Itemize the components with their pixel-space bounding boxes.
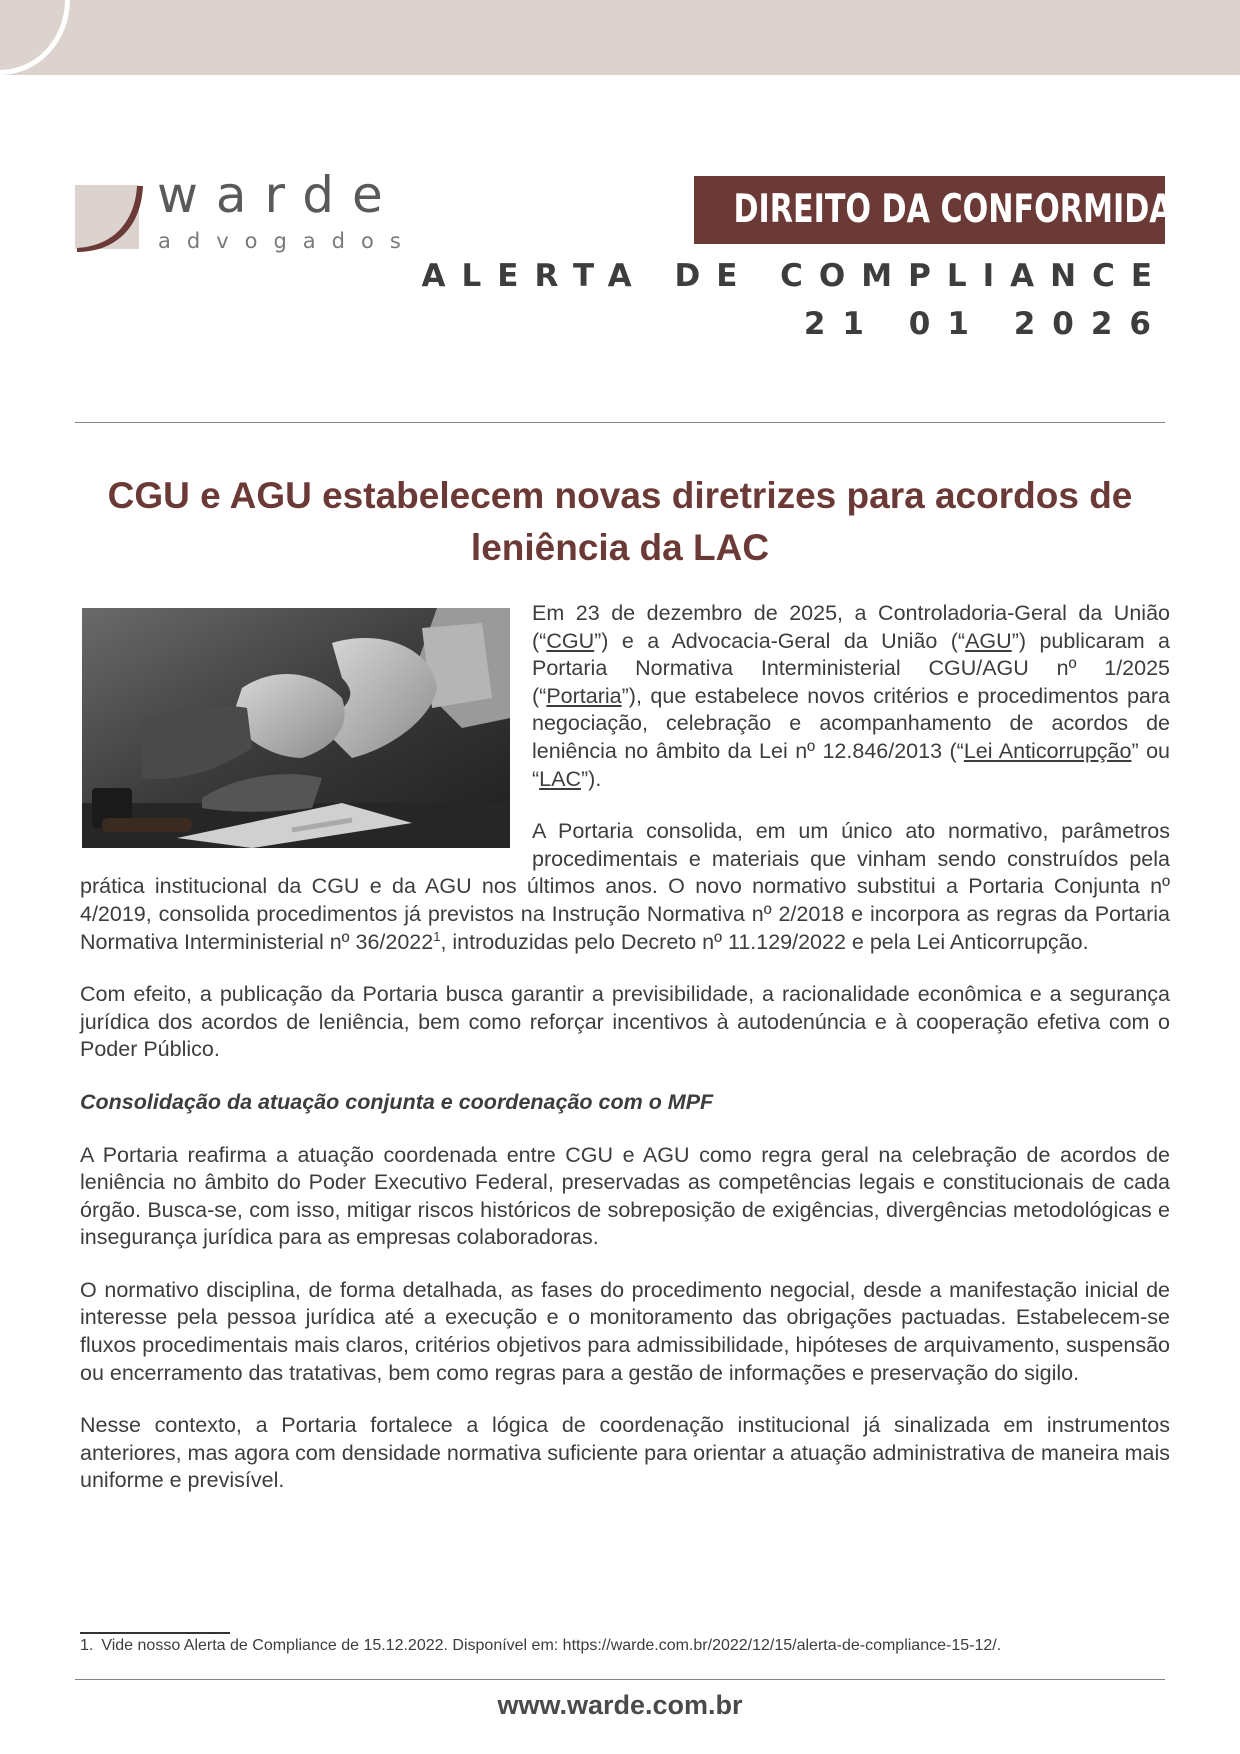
image-spacer xyxy=(80,600,532,858)
paragraph-4: A Portaria reafirma a atuação coordenada entre CGU e AGU como regra geral na celebração de acordos de leniência no âmbito do Poder Executivo Federal, preservadas as competências legais e constitucionais de cada órgão. Busca-se, com isso, mitigar riscos históricos de sobreposição de exigências, divergências metodológicas e insegurança jurídica para as empresas colaboradoras. xyxy=(80,1142,1170,1250)
paragraph-6: Nesse contexto, a Portaria fortalece a lógica de coordenação institucional já sinalizada em instrumentos anteriores, mas agora com densidade normativa suficiente para orientar a atuação administrativa de maneira mais uniforme e previsível. xyxy=(80,1413,1170,1493)
paragraph-2: A Portaria consolida, em um único ato normativo, parâmetros procedimentais e materiais que vinham sendo construídos pela prática institucional da CGU e da AGU nos últimos anos. O novo normativo substitui a Portaria Conjunta nº 4/2019, consolida procedimentos já previstos na Instrução Normativa nº 2/2018 e incorpora as regras da Portaria Normativa Interministerial nº 36/2022$^1$, introduzidas pelo Decreto nº 11.129/2022 e pela Lei Anticorrupção. xyxy=(80,819,1170,954)
paragraph-3: Com efeito, a publicação da Portaria busca garantir a previsibilidade, a racionalidade econômica e a segurança jurídica dos acordos de leniência, bem como reforçar incentivos à autodenúncia e à cooperação efetiva com o Poder Público. xyxy=(80,982,1170,1062)
paragraph-5: O normativo disciplina, de forma detalhada, as fases do procedimento negocial, desde a manifestação inicial de interesse pela pessoa jurídica até a execução e o monitoramento das obrigações pactuadas. Estabelecem-se fluxos procedimentais mais claros, critérios objetivos para admissibilidade, hipóteses de arquivamento, suspensão ou encerramento das tratativas, bem como regras para a gestão de informações e preservação do sigilo. xyxy=(80,1277,1170,1385)
footnote-ref: 1 xyxy=(433,928,441,944)
link-agu: AGU xyxy=(965,628,1012,653)
header-divider xyxy=(75,422,1165,423)
footer-website: www.warde.com.br xyxy=(497,1690,743,1720)
footer-divider xyxy=(75,1679,1165,1680)
paragraph-1: Em 23 de dezembro de 2025, a Controladoria-Geral da União (“CGU”) e a Advocacia-Geral da União (“AGU”) publicaram a Portaria Normativa Interministerial CGU/AGU nº 1/2025 (“Portaria”), que estabelece novos critérios e procedimentos para negociação, celebração e acompanhamento de acordos de leniência no âmbito da Lei nº 12.846/2013 (“Lei Anticorrupção” ou “LAC”). xyxy=(532,601,1170,791)
top-band xyxy=(0,0,1240,75)
alert-date: 21 01 2026 xyxy=(803,306,1168,342)
section-subheading: Consolidação da atuação conjunta e coordenação com o MPF xyxy=(80,1089,714,1114)
footnote-number: 1. xyxy=(80,1637,94,1654)
article-headline: CGU e AGU estabelecem novas diretrizes para acordos de leniência da LAC xyxy=(107,475,1133,568)
footnote-text: Vide nosso Alerta de Compliance de 15.12.2022. Disponível em: https://warde.com.br/2022/12/15/alerta-de-compliance-15-12/. xyxy=(101,1637,1002,1654)
alert-title: ALERTA DE COMPLIANCE xyxy=(421,258,1168,294)
footnote xyxy=(80,1637,1001,1655)
warde-logo xyxy=(75,166,417,262)
logo-subtitle: advogados xyxy=(158,229,417,253)
link-lei-anticorrupcao: Lei Anticorrupção xyxy=(963,738,1132,763)
link-lac: LAC xyxy=(539,766,581,791)
article-body xyxy=(80,600,1170,1520)
logo-wordmark: warde xyxy=(157,166,401,224)
footnote-divider xyxy=(80,1632,230,1634)
link-cgu: CGU xyxy=(546,628,595,653)
link-portaria: Portaria xyxy=(546,683,622,708)
logo-swoosh-icon xyxy=(75,172,145,252)
decorative-arc xyxy=(0,0,70,75)
practice-area-banner: DIREITO DA CONFORMIDADE xyxy=(694,176,1165,244)
